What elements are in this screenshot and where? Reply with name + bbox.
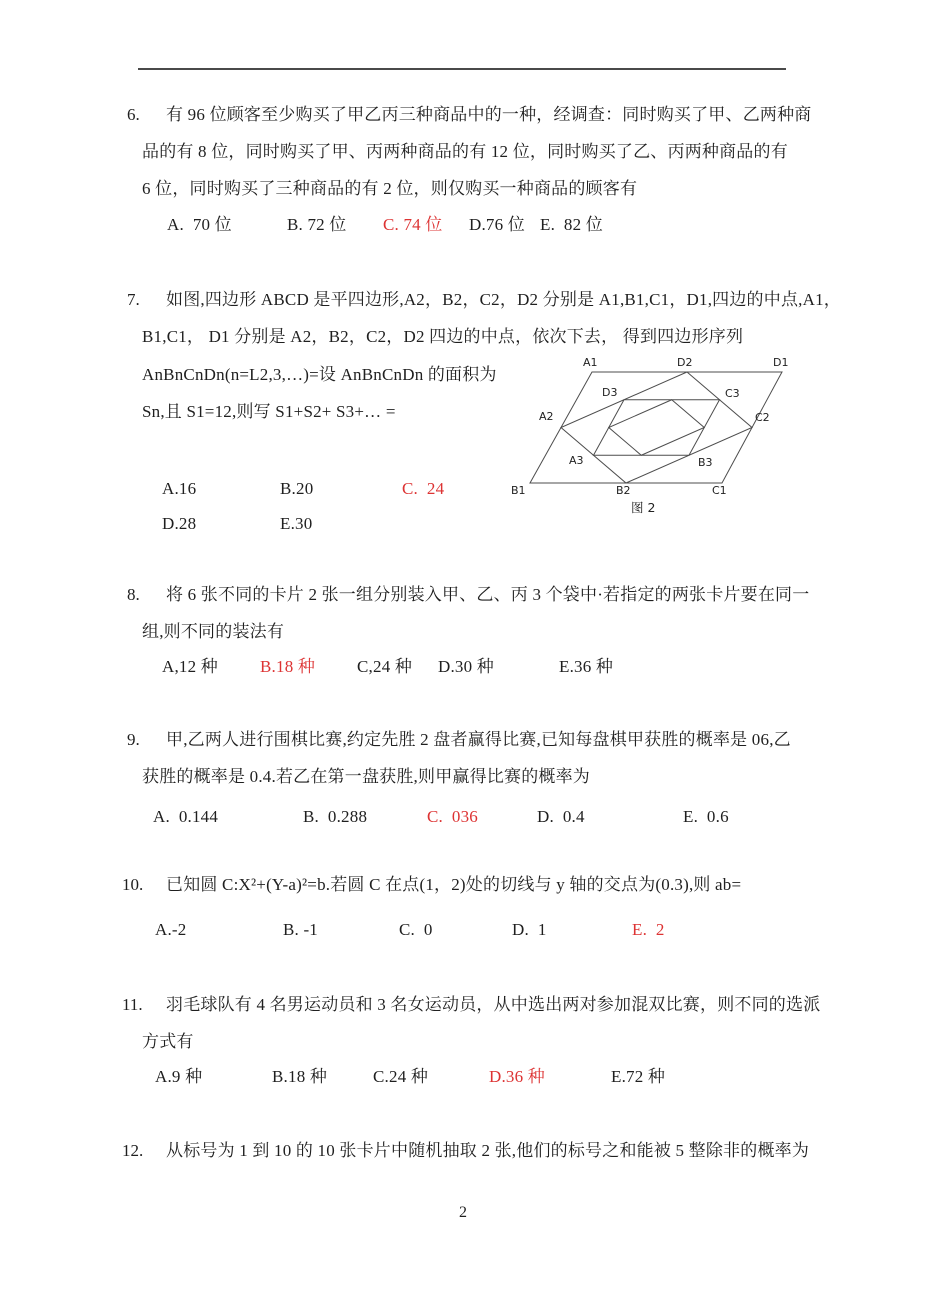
vertex-label-a2: A2: [539, 410, 554, 423]
vertex-label-a1: A1: [583, 356, 598, 369]
header-rule: [138, 68, 786, 70]
option-a: A. 70 位: [167, 215, 232, 234]
option-e: E. 82 位: [540, 215, 603, 234]
option-b: B. 72 位: [287, 215, 347, 234]
figure-parallelogram-diagram: [505, 350, 805, 520]
option-d: D.30 种: [438, 657, 494, 676]
question-text-line: 品的有 8 位，同时购买了甲、丙两种商品的有 12 位，同时购买了乙、丙两种商品的有: [142, 142, 788, 161]
page-number: 2: [459, 1204, 467, 1221]
option-e: E.36 种: [559, 657, 614, 676]
option-a: A.-2: [155, 920, 187, 939]
option-c: C. 036: [427, 807, 478, 826]
question-number: 9.: [127, 730, 140, 749]
question-text-line: 甲,乙两人进行围棋比赛,约定先胜 2 盘者赢得比赛,已知每盘棋甲获胜的概率是 06,乙: [166, 730, 791, 749]
question-text-line: 方式有: [142, 1032, 194, 1051]
option-e: E. 0.6: [683, 807, 729, 826]
figure-caption: 图 2: [631, 500, 656, 515]
vertex-label-d2: D2: [677, 356, 693, 369]
vertex-label-d1: D1: [773, 356, 789, 369]
option-a: A. 0.144: [153, 807, 219, 826]
option-b: B.18 种: [260, 657, 316, 676]
option-b: B. -1: [283, 920, 318, 939]
question-text-line: 有 96 位顾客至少购买了甲乙丙三种商品中的一种，经调查：同时购买了甲、乙两种商: [166, 105, 812, 124]
option-d: D.36 种: [489, 1067, 545, 1086]
question-text-line: 从标号为 1 到 10 的 10 张卡片中随机抽取 2 张,他们的标号之和能被 5 整除非的概率为: [166, 1141, 810, 1160]
question-text-line: 将 6 张不同的卡片 2 张一组分别装入甲、乙、丙 3 个袋中·若指定的两张卡片要在同一: [166, 585, 810, 604]
question-number: 11.: [122, 995, 143, 1014]
question-number: 12.: [122, 1141, 144, 1160]
option-c: C,24 种: [357, 657, 413, 676]
question-text-line: 获胜的概率是 0.4.若乙在第一盘获胜,则甲赢得比赛的概率为: [142, 767, 590, 786]
vertex-label-d3: D3: [602, 386, 618, 399]
question-text-line: AnBnCnDn(n=L2,3,…)=设 AnBnCnDn 的面积为: [142, 365, 497, 384]
option-e: E.72 种: [611, 1067, 666, 1086]
question-text-line: 羽毛球队有 4 名男运动员和 3 名女运动员，从中选出两对参加混双比赛，则不同的选派: [166, 995, 821, 1014]
quad-4-inner: [609, 400, 705, 456]
question-text-line: 已知圆 C:X²+(Y-a)²=b.若圆 C 在点(1，2)处的切线与 y 轴的交点为(0.3),则 ab=: [166, 875, 742, 894]
question-text-line: 如图,四边形 ABCD 是平四边形,A2，B2，C2，D2 分别是 A1,B1,C1，D1,四边的中点,A1，: [166, 290, 841, 309]
option-d: D.28: [162, 514, 197, 533]
option-a: A,12 种: [162, 657, 218, 676]
option-b: B. 0.288: [303, 807, 368, 826]
option-e: E.30: [280, 514, 313, 533]
question-text-line: 组,则不同的装法有: [142, 622, 285, 641]
option-c: C.24 种: [373, 1067, 429, 1086]
option-c: C. 0: [399, 920, 433, 939]
option-e: E. 2: [632, 920, 665, 939]
vertex-label-b1: B1: [511, 484, 526, 497]
option-a: A.9 种: [155, 1067, 203, 1086]
option-c: C. 74 位: [383, 215, 443, 234]
question-number: 6.: [127, 105, 140, 124]
option-d: D. 0.4: [537, 807, 585, 826]
vertex-label-c3: C3: [725, 387, 740, 400]
question-text-line: 6 位，同时购买了三种商品的有 2 位，则仅购买一种商品的顾客有: [142, 179, 638, 198]
option-d: D.76 位: [469, 215, 525, 234]
vertex-label-c2: C2: [755, 411, 770, 424]
question-number: 7.: [127, 290, 140, 309]
vertex-label-b3: B3: [698, 456, 713, 469]
question-number: 10.: [122, 875, 144, 894]
option-c: C. 24: [402, 479, 445, 498]
question-text-line: B1,C1， D1 分别是 A2，B2，C2，D2 四边的中点，依次下去， 得到四边形序列: [142, 327, 744, 346]
vertex-label-c1: C1: [712, 484, 727, 497]
option-a: A.16: [162, 479, 197, 498]
vertex-label-a3: A3: [569, 454, 584, 467]
question-number: 8.: [127, 585, 140, 604]
option-b: B.18 种: [272, 1067, 328, 1086]
question-text-line: Sn,且 S1=12,则写 S1+S2+ S3+… =: [142, 402, 396, 421]
quad-3: [594, 400, 720, 456]
vertex-label-b2: B2: [616, 484, 631, 497]
option-b: B.20: [280, 479, 314, 498]
quad-2: [561, 372, 752, 483]
quad-1-outer: [530, 372, 782, 483]
option-d: D. 1: [512, 920, 547, 939]
